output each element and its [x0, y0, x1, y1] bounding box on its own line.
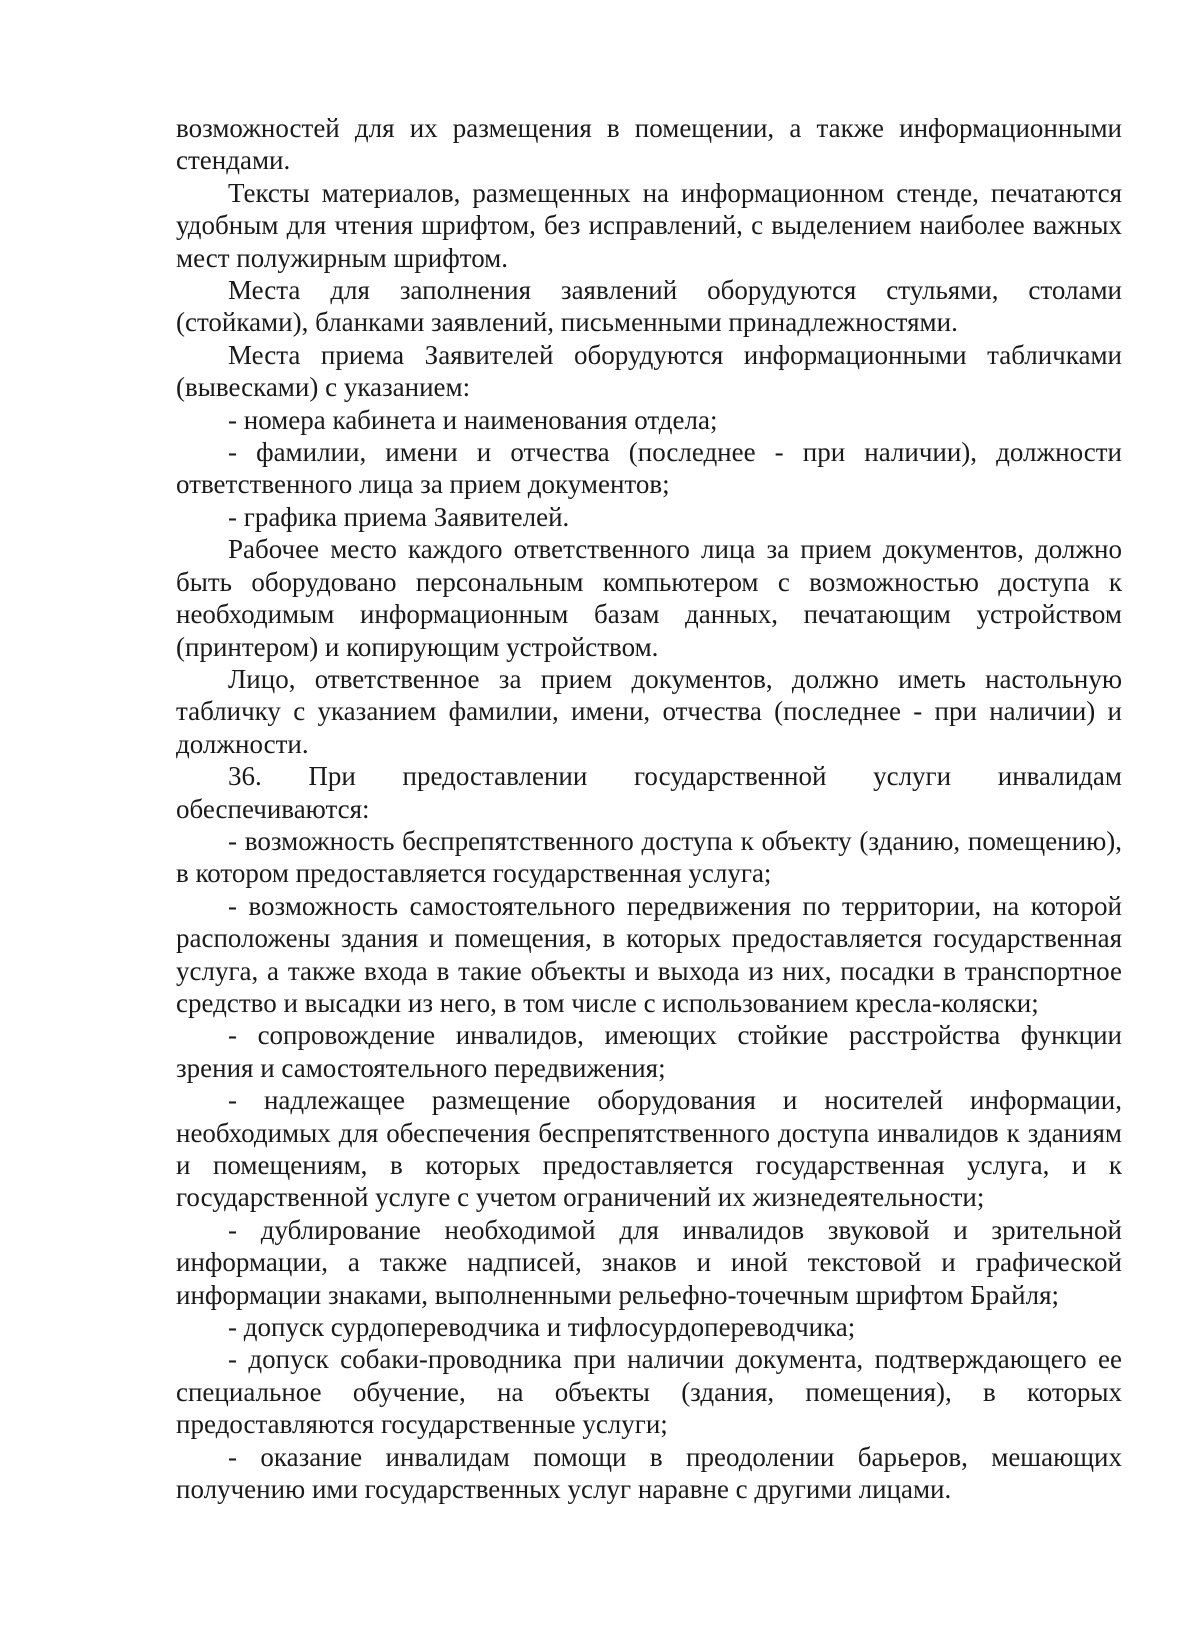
paragraph-clause-36: 36. При предоставлении государственной услуги инвалидам обеспечиваются: — [176, 761, 1122, 824]
list-item-sign-interpreter: - допуск сурдопереводчика и тифлосурдопереводчика; — [228, 1312, 856, 1343]
list-item-braille-duplication: - дублирование необходимой для инвалидов звуковой и зрительной информации, а также надписей, знаков и иной текстовой и графической информации знаками, выполненными рельефно-точечным шрифтом Брайля; — [176, 1214, 1122, 1310]
paragraph-desk-plate: Лицо, ответственное за прием документов, должно иметь настольную табличку с указанием фамилии, имени, отчества (последнее - при наличии) и должности. — [176, 663, 1122, 759]
paragraph-workplace: Рабочее место каждого ответственного лица за прием документов, должно быть оборудовано персональным компьютером с возможностью доступа к необходимым информационным базам данных, печатающим устройством (принтером) и копирующим устройством. — [176, 534, 1122, 662]
list-item-guide-dog: - допуск собаки-проводника при наличии документа, подтверждающего ее специальное обучение, на объекты (здания, помещения), в которых предоставляются государственные услуги; — [176, 1344, 1122, 1440]
paragraph-application-places: Места для заполнения заявлений оборудуются стульями, столами (стойками), бланками заявлений, письменными принадлежностями. — [176, 275, 1122, 338]
list-item-barrier-assistance: - оказание инвалидам помощи в преодолении барьеров, мешающих получению ими государственных услуг наравне с другими лицами. — [176, 1441, 1122, 1505]
list-item-equipment-placement: - надлежащее размещение оборудования и носителей информации, необходимых для обеспечения беспрепятственного доступа инвалидов к зданиям и помещениям, в которых предоставляется государственная услуга, и к государственной услуге с учетом ограничений их жизнедеятельности; — [176, 1085, 1122, 1213]
paragraph-reception-places: Места приема Заявителей оборудуются информационными табличками (вывесками) с указанием: — [176, 339, 1122, 403]
paragraph-continuation: возможностей для их размещения в помещении, а также информационными стендами. — [176, 113, 1122, 176]
list-item-independent-movement: - возможность самостоятельного передвижения по территории, на которой расположены здания и помещения, в которых предоставляется государственная услуга, а также входа в такие объекты и выхода из них, посадки в транспортное средство и высадки из него, в том числе с использованием кресла-коляски; — [176, 890, 1122, 1018]
list-item-office-number: - номера кабинета и наименования отдела; — [228, 404, 718, 435]
list-item-escort: - сопровождение инвалидов, имеющих стойкие расстройства функции зрения и самостоятельного передвижения; — [176, 1020, 1122, 1083]
list-item-responsible-person: - фамилии, имени и отчества (последнее - при наличии), должности ответственного лица за прием документов; — [176, 437, 1122, 500]
paragraph-stand-texts: Тексты материалов, размещенных на информационном стенде, печатаются удобным для чтения шрифтом, без исправлений, с выделением наиболее важных мест полужирным шрифтом. — [176, 177, 1122, 273]
list-item-unobstructed-access: - возможность беспрепятственного доступа к объекту (зданию, помещению), в котором предоставляется государственная услуга; — [176, 825, 1122, 889]
document-body — [176, 112, 1122, 1505]
list-item-reception-schedule: - графика приема Заявителей. — [228, 501, 570, 532]
